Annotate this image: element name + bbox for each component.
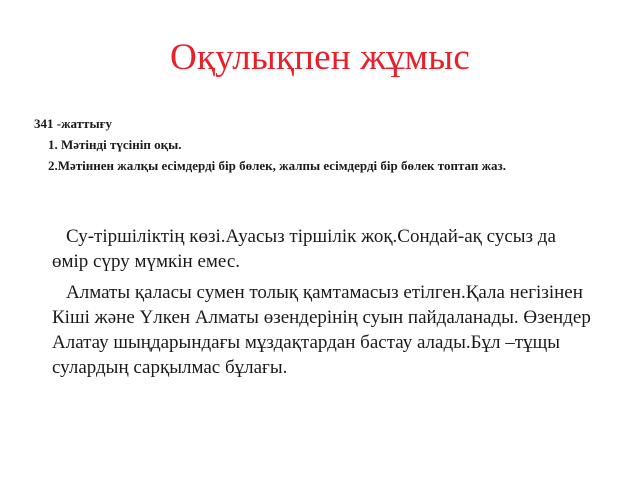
paragraph-2: Алматы қаласы сумен толық қамтамасыз етілген.Қала негізінен Кіші және Үлкен Алматы өзендерінің суын пайдаланады. Өзендер Алатау шыңдарындағы мұздақтардан бастау алады.Бұл –тұщы сулардың сарқылмас бұлағы.: [52, 282, 591, 378]
exercise-heading: 341 -жаттығу: [34, 116, 112, 131]
paragraph-1: Су-тіршіліктің көзі.Ауасыз тіршілік жоқ.Сондай-ақ сусыз да өмір сүру мүмкін емес.: [52, 226, 556, 272]
slide-title: Оқулықпен жұмыс: [170, 37, 470, 78]
exercise-step-2: 2.Мәтіннен жалқы есімдерді бір бөлек, жалпы есімдерді бір бөлек топтап жаз.: [48, 158, 507, 173]
reading-text: [52, 224, 592, 380]
exercise-step-1: 1. Мәтінді түсініп оқы.: [48, 137, 182, 152]
exercise-block: [34, 113, 506, 176]
